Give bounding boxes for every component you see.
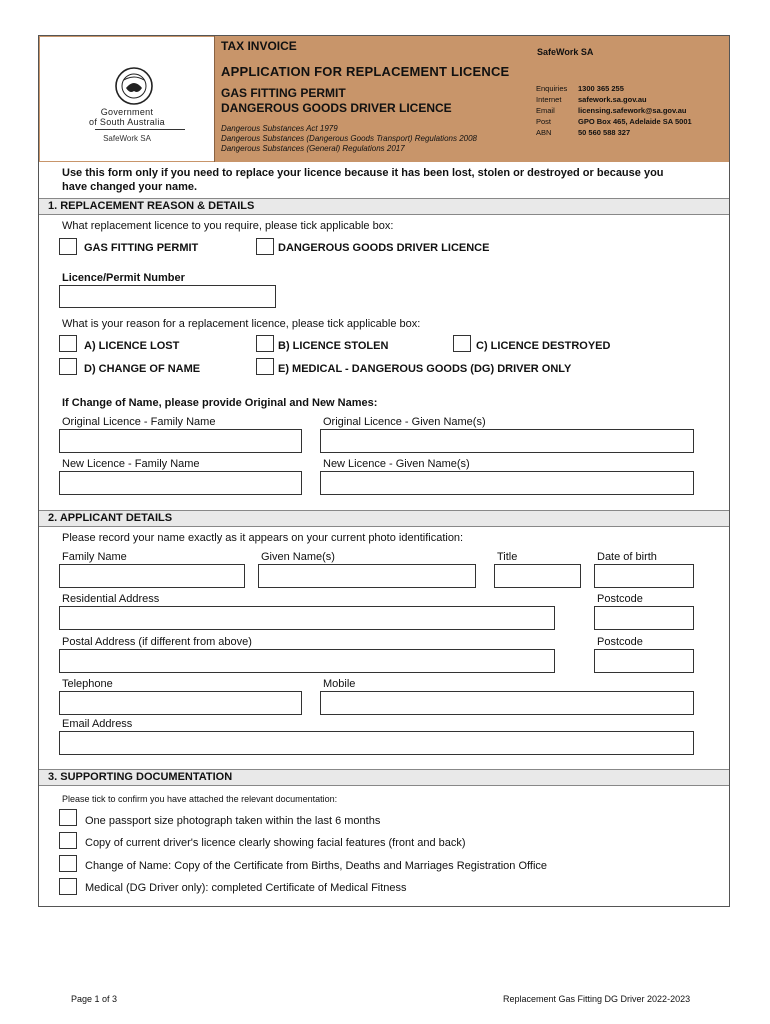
- new-given-input[interactable]: [320, 471, 694, 495]
- reason-name-change-checkbox[interactable]: [59, 358, 77, 375]
- doc-name-change-label: Change of Name: Copy of the Certificate from Births, Deaths and Marriages Registration Office: [85, 860, 548, 872]
- reason-lost-label: A) LICENCE LOST: [84, 340, 180, 352]
- licence-number-input[interactable]: [59, 285, 276, 308]
- postal-postcode-input[interactable]: [594, 649, 694, 673]
- dg-driver-label: DANGEROUS GOODS DRIVER LICENCE: [278, 242, 490, 254]
- reason-destroyed-checkbox[interactable]: [453, 335, 471, 352]
- reason-stolen-label: B) LICENCE STOLEN: [278, 340, 389, 352]
- doc-licence-copy-label: Copy of current driver's licence clearly showing facial features (front and back): [85, 837, 466, 849]
- form-title: APPLICATION FOR REPLACEMENT LICENCE: [221, 64, 510, 79]
- residential-address-input[interactable]: [59, 606, 555, 630]
- documentation-prompt: Please tick to confirm you have attached the relevant documentation:: [62, 794, 338, 804]
- postal-postcode-label: Postcode: [597, 636, 643, 648]
- logo-rule: [95, 129, 185, 130]
- document-reference: Replacement Gas Fitting DG Driver 2022-2023: [503, 994, 691, 1004]
- contact-value: safework.sa.gov.au: [578, 95, 647, 104]
- contact-value: 1300 365 255: [578, 84, 624, 93]
- new-family-input[interactable]: [59, 471, 302, 495]
- mobile-input[interactable]: [320, 691, 694, 715]
- postal-address-label: Postal Address (if different from above): [62, 636, 252, 648]
- contact-label: Post: [536, 117, 552, 126]
- doc-medical-label: Medical (DG Driver only): completed Certificate of Medical Fitness: [85, 882, 407, 894]
- telephone-label: Telephone: [62, 678, 113, 690]
- page-number: Page 1 of 3: [71, 994, 118, 1004]
- logo-state: of South Australia: [89, 117, 165, 127]
- sa-government-crest-icon: [108, 64, 160, 108]
- applicant-prompt: Please record your name exactly as it appears on your current photo identification:: [62, 532, 464, 544]
- regulation-item: Dangerous Substances (General) Regulations 2017: [221, 144, 405, 153]
- contact-value: licensing.safework@sa.gov.au: [578, 106, 687, 115]
- subtitle-dg-driver: DANGEROUS GOODS DRIVER LICENCE: [221, 101, 452, 115]
- family-name-label: Family Name: [62, 551, 127, 563]
- residential-postcode-input[interactable]: [594, 606, 694, 630]
- section-2-title: 2. APPLICANT DETAILS: [48, 512, 173, 524]
- intro-text: Use this form only if you need to replace your licence because it has been lost, stolen or destroyed or because you have changed your name.: [62, 167, 664, 193]
- name-change-heading: If Change of Name, please provide Original and New Names:: [62, 397, 378, 409]
- given-names-input[interactable]: [258, 564, 476, 588]
- contact-row: [536, 94, 692, 105]
- postal-address-input[interactable]: [59, 649, 555, 673]
- contact-row: [536, 83, 692, 94]
- regulations-list: [221, 124, 477, 154]
- contact-row: [536, 105, 692, 116]
- mobile-label: Mobile: [323, 678, 356, 690]
- reason-destroyed-label: C) LICENCE DESTROYED: [476, 340, 611, 352]
- doc-photo-checkbox[interactable]: [59, 809, 77, 826]
- header-divider: [214, 36, 215, 162]
- dob-label: Date of birth: [597, 551, 657, 563]
- gas-fitting-label: GAS FITTING PERMIT: [84, 242, 199, 254]
- reason-name-change-label: D) CHANGE OF NAME: [84, 363, 201, 375]
- contact-value: GPO Box 465, Adelaide SA 5001: [578, 117, 692, 126]
- form-subtitles: [221, 86, 452, 116]
- doc-name-change-checkbox[interactable]: [59, 855, 77, 872]
- brand-name: SafeWork SA: [537, 47, 594, 57]
- section-3-title: 3. SUPPORTING DOCUMENTATION: [48, 771, 233, 783]
- title-input[interactable]: [494, 564, 581, 588]
- reason-stolen-checkbox[interactable]: [256, 335, 274, 352]
- contact-label: Internet: [536, 95, 562, 104]
- licence-prompt: What replacement licence to you require, please tick applicable box:: [62, 220, 394, 232]
- doc-photo-label: One passport size photograph taken within the last 6 months: [85, 815, 381, 827]
- contact-row: [536, 127, 692, 138]
- new-given-label: New Licence - Given Name(s): [323, 458, 470, 470]
- family-name-input[interactable]: [59, 564, 245, 588]
- reason-medical-checkbox[interactable]: [256, 358, 274, 375]
- contact-label: ABN: [536, 128, 552, 137]
- new-family-label: New Licence - Family Name: [62, 458, 200, 470]
- title-label: Title: [497, 551, 518, 563]
- reason-lost-checkbox[interactable]: [59, 335, 77, 352]
- licence-number-label: Licence/Permit Number: [62, 272, 185, 284]
- logo-agency: SafeWork SA: [103, 134, 151, 143]
- telephone-input[interactable]: [59, 691, 302, 715]
- regulation-item: Dangerous Substances (Dangerous Goods Transport) Regulations 2008: [221, 134, 477, 143]
- reason-medical-label: E) MEDICAL - DANGEROUS GOODS (DG) DRIVER ONLY: [278, 363, 572, 375]
- logo-government: Government: [100, 107, 154, 117]
- regulation-item: Dangerous Substances Act 1979: [221, 124, 338, 133]
- doc-licence-copy-checkbox[interactable]: [59, 832, 77, 849]
- subtitle-gas-fitting: GAS FITTING PERMIT: [221, 86, 346, 100]
- tax-invoice-label: TAX INVOICE: [221, 39, 297, 53]
- postcode-label: Postcode: [597, 593, 643, 605]
- original-family-label: Original Licence - Family Name: [62, 416, 216, 428]
- email-input[interactable]: [59, 731, 694, 755]
- logo-text: [40, 107, 214, 127]
- contact-value: 50 560 588 327: [578, 128, 631, 137]
- section-1-title: 1. REPLACEMENT REASON & DETAILS: [48, 200, 255, 212]
- contact-row: [536, 116, 692, 127]
- dg-driver-checkbox[interactable]: [256, 238, 274, 255]
- original-given-label: Original Licence - Given Name(s): [323, 416, 486, 428]
- contact-details: [536, 83, 692, 138]
- email-label: Email Address: [62, 718, 133, 730]
- original-given-input[interactable]: [320, 429, 694, 453]
- residential-address-label: Residential Address: [62, 593, 160, 605]
- doc-medical-checkbox[interactable]: [59, 878, 77, 895]
- contact-label: Email: [536, 106, 555, 115]
- given-names-label: Given Name(s): [261, 551, 335, 563]
- dob-input[interactable]: [594, 564, 694, 588]
- gas-fitting-checkbox[interactable]: [59, 238, 77, 255]
- reason-prompt: What is your reason for a replacement licence, please tick applicable box:: [62, 318, 421, 330]
- original-family-input[interactable]: [59, 429, 302, 453]
- contact-label: Enquiries: [536, 84, 568, 93]
